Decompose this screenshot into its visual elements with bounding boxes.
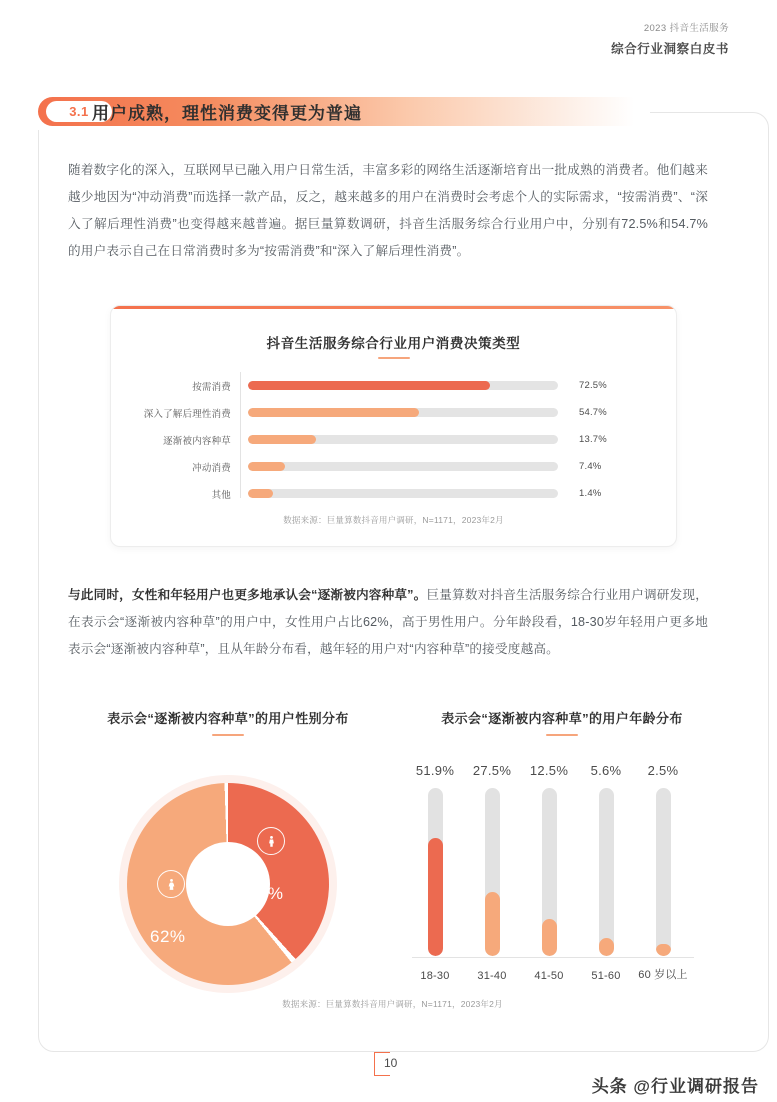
age-bar-column <box>469 788 515 956</box>
age-bar-track <box>428 788 443 956</box>
chart-3-source-note: 数据来源：巨量算数抖音用户调研，N=1171，2023年2月 <box>282 999 503 1009</box>
age-bar-track <box>656 788 671 956</box>
bar-row <box>111 480 676 507</box>
bar-value-label: 72.5% <box>579 380 607 391</box>
paragraph-2-lead: 与此同时，女性和年轻用户也更多地承认会“逐渐被内容种草”。 <box>68 588 427 602</box>
page-number-marker <box>374 1052 404 1078</box>
bar-fill <box>248 462 285 471</box>
age-bar-track <box>485 788 500 956</box>
paragraph-2 <box>68 582 708 663</box>
age-value-label: 12.5% <box>529 763 569 778</box>
age-distribution-chart <box>408 755 698 990</box>
chart-1-title: 抖音生活服务综合行业用户消费决策类型 <box>266 336 521 351</box>
gender-donut-chart <box>105 772 355 992</box>
bar-category-label: 深入了解后理性消费 <box>143 408 231 420</box>
bar-track <box>248 408 558 417</box>
bar-fill <box>248 408 419 417</box>
age-category-label: 60 岁以上 <box>638 969 688 981</box>
chart-3-title-rule <box>546 734 578 736</box>
chart-2-title: 表示会“逐渐被内容种草”的用户性别分布 <box>107 711 349 726</box>
bar-row <box>111 372 676 399</box>
male-icon <box>257 827 285 855</box>
section-number-badge: 3.1 <box>46 101 112 122</box>
female-icon <box>157 870 185 898</box>
chart-2-title-rule <box>212 734 244 736</box>
age-bar-fill <box>485 892 500 956</box>
chart-1-source-note: 数据来源：巨量算数抖音用户调研，N=1171，2023年2月 <box>283 515 504 525</box>
age-bar-column <box>526 788 572 956</box>
bar-row <box>111 399 676 426</box>
age-value-label: 5.6% <box>590 763 622 778</box>
chart-1-title-rule <box>378 357 410 359</box>
paragraph-2-rest: 巨量算数对抖音生活服务综合行业用户调研发现，在表示会“逐渐被内容种草”的用户中，女性用户占比62%，高于男性用户。分年龄段看，18-30岁年轻用户更多地表示会“逐渐被内容种草”，且从年龄分布看，越年轻的用户对“内容种草”的接受度越高。 <box>68 588 708 656</box>
bar-fill <box>248 489 273 498</box>
bar-value-label: 7.4% <box>579 461 602 472</box>
header-line-2: 综合行业洞察白皮书 <box>611 42 729 57</box>
bar-fill <box>248 381 490 390</box>
bar-track <box>248 381 558 390</box>
age-category-label: 18-30 <box>420 970 450 982</box>
age-bar-column <box>583 788 629 956</box>
document-header <box>611 22 729 59</box>
bar-value-label: 54.7% <box>579 407 607 418</box>
age-category-label: 31-40 <box>477 970 507 982</box>
age-bar-track <box>599 788 614 956</box>
bar-value-label: 13.7% <box>579 434 607 445</box>
male-percentage: 38% <box>248 884 284 903</box>
age-bar-fill <box>656 944 671 956</box>
bar-category-label: 逐渐被内容种草 <box>163 435 231 447</box>
bar-track <box>248 462 558 471</box>
age-category-label: 41-50 <box>534 970 564 982</box>
age-value-label: 51.9% <box>415 763 455 778</box>
paragraph-1: 随着数字化的深入，互联网早已融入用户日常生活，丰富多彩的网络生活逐渐培育出一批成熟的消费者。他们越来越少地因为“冲动消费”而选择一款产品，反之，越来越多的用户在消费时会考虑个人的实际需求，“按需消费”、“深入了解后理性消费”也变得越来越普遍。据巨量算数调研，抖音生活服务综合行业用户中，分别有72.5%和54.7%的用户表示自己在日常消费时多为“按需消费”和“深入了解后理性消费”。 <box>68 163 708 258</box>
age-bar-track <box>542 788 557 956</box>
bar-category-label: 冲动消费 <box>192 462 231 474</box>
bar-fill <box>248 435 316 444</box>
age-bar-column <box>640 788 686 956</box>
card-accent-line <box>111 306 676 309</box>
header-line-1: 2023 抖音生活服务 <box>643 23 729 34</box>
bar-category-label: 按需消费 <box>192 381 231 393</box>
page-number: 10 <box>384 1056 398 1070</box>
bar-category-label: 其他 <box>211 489 231 501</box>
age-chart-baseline <box>412 957 694 958</box>
age-value-label: 2.5% <box>647 763 679 778</box>
age-bar-fill <box>542 919 557 956</box>
bar-track <box>248 489 558 498</box>
female-percentage: 62% <box>150 927 186 946</box>
age-bar-fill <box>599 938 614 956</box>
watermark: 头条 @行业调研报告 <box>591 1077 759 1096</box>
age-value-label: 27.5% <box>472 763 512 778</box>
section-title: 用户成熟，理性消费变得更为普遍 <box>92 104 362 123</box>
chart-1-bar-list <box>111 372 676 507</box>
bar-value-label: 1.4% <box>579 488 602 499</box>
age-bar-column <box>412 788 458 956</box>
age-category-label: 51-60 <box>591 970 621 982</box>
bar-row <box>111 453 676 480</box>
decision-type-chart-card <box>110 305 677 547</box>
chart-3-title: 表示会“逐渐被内容种草”的用户年龄分布 <box>441 711 683 726</box>
bar-track <box>248 435 558 444</box>
bar-row <box>111 426 676 453</box>
age-bar-fill <box>428 838 443 956</box>
